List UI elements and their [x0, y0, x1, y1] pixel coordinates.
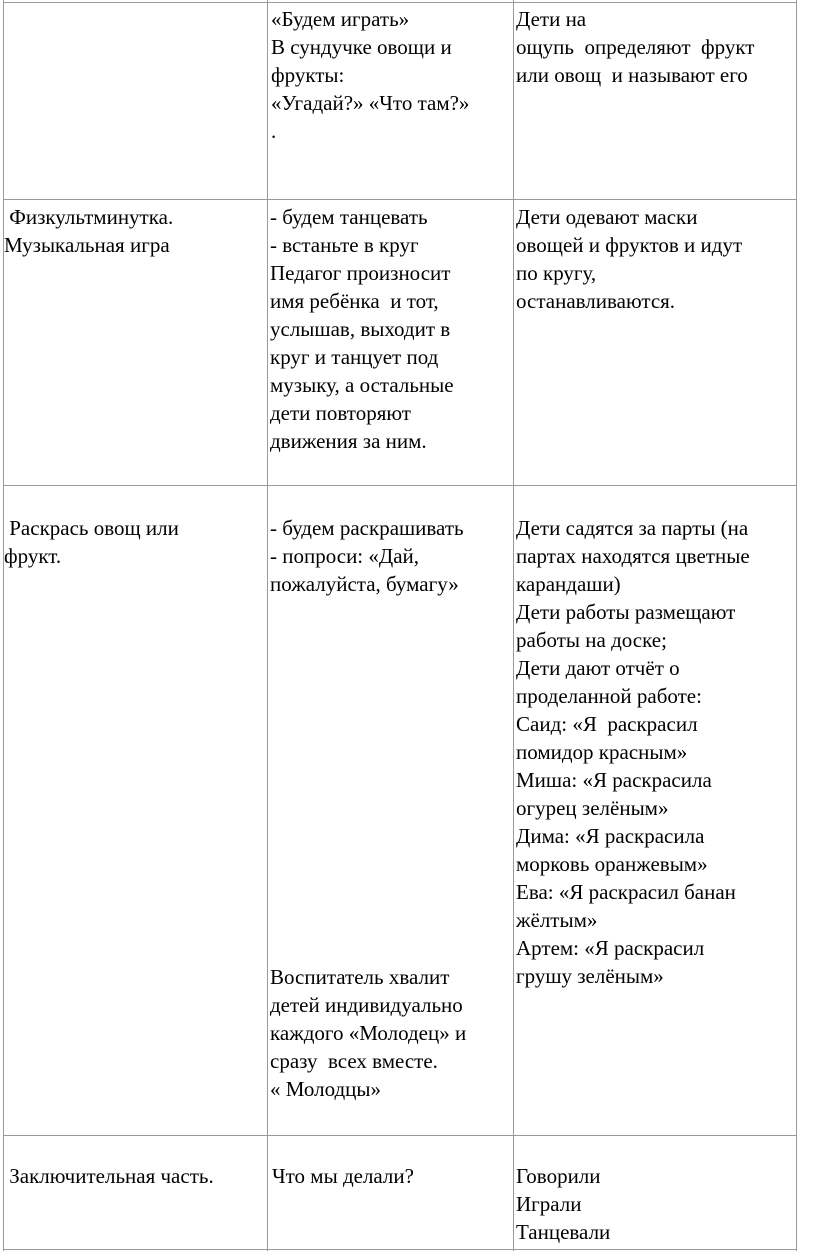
- cell-text-line: - будем раскрашивать: [270, 516, 464, 540]
- cell-text-line: Дети одевают маски: [516, 205, 698, 229]
- cell-text-line: движения за ним.: [270, 429, 427, 453]
- cell-text-line: - будем танцевать: [270, 205, 428, 229]
- row3-col2-bottom-cell: [270, 963, 466, 1103]
- cell-text-line: Дети дают отчёт о: [516, 656, 680, 680]
- cell-text-line: огурец зелёным»: [516, 796, 669, 820]
- row3-col2-cell: [270, 514, 464, 598]
- row1-col3-cell: [516, 5, 754, 89]
- cell-text-line: ощупь определяют фрукт: [516, 35, 755, 59]
- cell-text-line: фрукт.: [4, 544, 62, 568]
- cell-text-line: пожалуйста, бумагу»: [270, 572, 459, 596]
- cell-text-line: Саид: «Я раскрасил: [516, 712, 698, 736]
- table-border-bottom: [3, 1249, 797, 1250]
- cell-text-line: карандаши): [516, 572, 621, 596]
- cell-text-line: Танцевали: [516, 1220, 611, 1244]
- cell-text-line: имя ребёнка и тот,: [270, 289, 439, 313]
- cell-text-line: «Будем играть»: [271, 7, 410, 31]
- cell-text-line: .: [271, 119, 277, 143]
- cell-text-line: Заключительная часть.: [4, 1164, 214, 1188]
- cell-text-line: Физкультминутка.: [4, 205, 174, 229]
- cell-text-line: Воспитатель хвалит: [270, 965, 450, 989]
- cell-text-line: останавливаются.: [516, 289, 676, 313]
- cell-text-line: «Угадай?» «Что там?»: [271, 91, 470, 115]
- cell-text-line: работы на доске;: [516, 628, 667, 652]
- cell-text-line: грушу зелёным»: [516, 964, 664, 988]
- cell-text-line: дети повторяют: [270, 401, 411, 425]
- cell-text-line: Педагог произносит: [270, 261, 451, 285]
- table-border-top: [3, 2, 797, 3]
- cell-text-line: музыку, а остальные: [270, 373, 454, 397]
- row-divider-1: [3, 199, 797, 200]
- cell-text-line: по кругу,: [516, 261, 597, 285]
- cell-text-line: « Молодцы»: [270, 1077, 382, 1101]
- row1-col2-cell: [271, 5, 469, 145]
- cell-text-line: помидор красным»: [516, 740, 688, 764]
- cell-text-line: круг и танцует под: [270, 345, 439, 369]
- cell-text-line: Ева: «Я раскрасил банан: [516, 880, 736, 904]
- cell-text-line: Дима: «Я раскрасила: [516, 824, 705, 848]
- cell-text-line: - попроси: «Дай,: [270, 544, 420, 568]
- cell-text-line: Играли: [516, 1192, 582, 1216]
- row4-col3-cell: [516, 1162, 610, 1246]
- cell-text-line: морковь оранжевым»: [516, 852, 708, 876]
- row4-col1-cell: [4, 1162, 214, 1190]
- row2-col2-cell: [270, 203, 454, 455]
- cell-text-line: Музыкальная игра: [4, 233, 170, 257]
- row2-col3-cell: [516, 203, 742, 315]
- table-border-right: [796, 0, 797, 1251]
- cell-text-line: партах находятся цветные: [516, 544, 750, 568]
- cell-text-line: жёлтым»: [516, 908, 598, 932]
- row-divider-2: [3, 485, 797, 486]
- cell-text-line: Артем: «Я раскрасил: [516, 936, 705, 960]
- table-border-left: [3, 0, 4, 1251]
- cell-text-line: Раскрась овощ или: [4, 516, 179, 540]
- cell-text-line: Миша: «Я раскрасила: [516, 768, 712, 792]
- cell-text-line: В сундучке овощи и: [271, 35, 452, 59]
- row-divider-3: [3, 1135, 797, 1136]
- cell-text-line: каждого «Молодец» и: [270, 1021, 467, 1045]
- cell-text-line: овощей и фруктов и идут: [516, 233, 743, 257]
- row2-col1-cell: [4, 203, 173, 259]
- cell-text-line: фрукты:: [271, 63, 345, 87]
- cell-text-line: сразу всех вместе.: [270, 1049, 438, 1073]
- cell-text-line: проделанной работе:: [516, 684, 702, 708]
- cell-text-line: Дети садятся за парты (на: [516, 516, 749, 540]
- row3-col1-cell: [4, 514, 179, 570]
- table-border-col2: [267, 0, 268, 1251]
- cell-text-line: Дети работы размещают: [516, 600, 736, 624]
- cell-text-line: Дети на: [516, 7, 587, 31]
- row4-col2-cell: [272, 1162, 414, 1190]
- cell-text-line: или овощ и называют его: [516, 63, 748, 87]
- row3-col3-cell: [516, 514, 750, 990]
- cell-text-line: услышав, выходит в: [270, 317, 451, 341]
- cell-text-line: Что мы делали?: [272, 1164, 414, 1188]
- cell-text-line: Говорили: [516, 1164, 601, 1188]
- cell-text-line: детей индивидуально: [270, 993, 463, 1017]
- cell-text-line: - встаньте в круг: [270, 233, 419, 257]
- table-border-col3: [513, 0, 514, 1251]
